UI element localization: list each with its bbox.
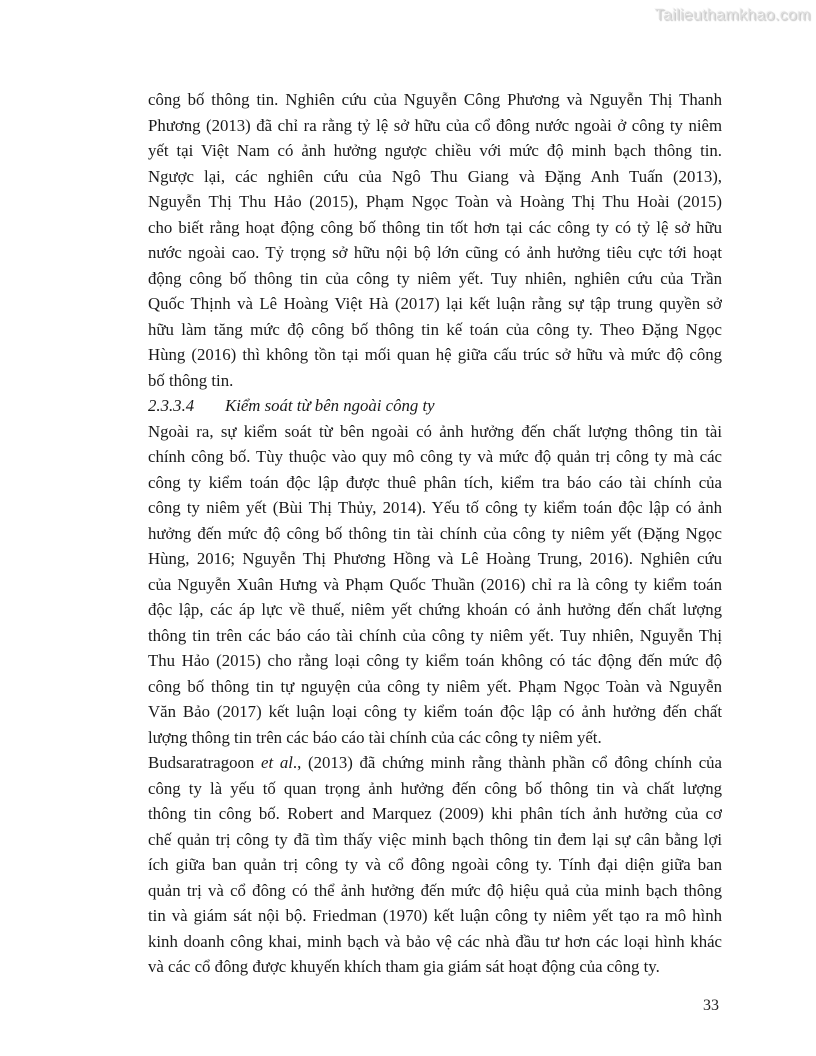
text-line: Nguyễn Thị Thu Hảo (2015), Phạm Ngọc Toàn và Hoàng Thị Thu Hoài (2015) (148, 192, 722, 211)
text-line: bố thông tin. (148, 370, 234, 390)
paragraph (148, 750, 722, 980)
text-line: công bố thông tin. Nghiên cứu của Nguyễn Công Phương và Nguyễn Thị Thanh (148, 90, 722, 109)
text-line: Thu Hảo (2015) cho rằng loại công ty kiểm toán không có tác động đến mức độ (148, 651, 722, 670)
text-line: quản trị và cổ đông có thể ảnh hưởng đến mức độ hiệu quả của minh bạch thông (148, 880, 722, 900)
text-line: công ty kiểm toán độc lập được thuê phân tích, kiểm tra báo cáo tài chính của (148, 472, 722, 492)
body-text (148, 87, 722, 980)
text-line: ích giữa ban quản trị công ty và cổ đông ngoài công ty. Tính đại diện giữa ban (148, 855, 722, 874)
text-line: và các cổ đông được khuyến khích tham gia giám sát hoạt động của công ty. (148, 957, 660, 976)
section-heading (148, 393, 722, 419)
text-line: chính công bố. Tùy thuộc vào quy mô công ty và mức độ quản trị công ty mà các (148, 447, 722, 466)
paragraph (148, 87, 722, 393)
text-run: ., (2013) đã chứng minh rằng thành phần cổ đông chính của (292, 753, 722, 772)
text-line: Phương (2013) đã chỉ ra rằng tỷ lệ sở hữu của cổ đông nước ngoài ở công ty niêm (148, 115, 722, 135)
text-run: Budsaratragoon (148, 753, 261, 772)
section-number: 2.3.3.4 (148, 396, 195, 415)
text-line: Ngược lại, các nghiên cứu của Ngô Thu Giang và Đặng Anh Tuấn (2013), (148, 166, 722, 186)
paragraph (148, 419, 722, 751)
text-line: hữu làm tăng mức độ công bố thông tin kế toán của công ty. Theo Đặng Ngọc (148, 319, 722, 339)
text-line: nước ngoài cao. Tỷ trọng sở hữu nội bộ lớn cũng có ảnh hưởng tiêu cực tới hoạt (148, 243, 722, 262)
text-line: hưởng đến mức độ công bố thông tin tài chính của công ty niêm yết (Đặng Ngọc (148, 523, 722, 543)
text-line: công ty là yếu tố quan trọng ảnh hưởng đến công bố thông tin và chất lượng (148, 778, 722, 798)
italic-text: et al (261, 753, 293, 772)
page-number: 33 (703, 997, 719, 1014)
text-line: yết tại Việt Nam có ảnh hưởng ngược chiều với mức độ minh bạch thông tin. (148, 141, 722, 160)
text-line: Văn Bảo (2017) kết luận loại công ty kiểm toán độc lập có ảnh hưởng đến chất (148, 702, 722, 721)
text-line: thông tin công bố. Robert and Marquez (2009) khi phân tích ảnh hưởng của cơ (148, 804, 722, 823)
text-line: Ngoài ra, sự kiểm soát từ bên ngoài có ảnh hưởng đến chất lượng thông tin tài (148, 421, 722, 441)
watermark: Tailieuthamkhao.com (655, 7, 811, 24)
text-line: động công bố thông tin của công ty niêm yết. Tuy nhiên, nghiên cứu của Trần (148, 268, 722, 288)
text-line: công ty niêm yết (Bùi Thị Thủy, 2014). Yếu tố công ty kiểm toán độc lập có ảnh (148, 498, 722, 517)
text-line: cho biết rằng hoạt động công bố thông tin tốt hơn tại các công ty có tỷ lệ sở hữu (148, 217, 722, 237)
text-line: của Nguyễn Xuân Hưng và Phạm Quốc Thuần (2016) chỉ ra là công ty kiểm toán (148, 574, 722, 594)
text-line: tin và giám sát nội bộ. Friedman (1970) kết luận công ty niêm yết tạo ra mô hình (148, 906, 722, 925)
text-line: công bố thông tin tự nguyện của công ty niêm yết. Phạm Ngọc Toàn và Nguyễn (148, 676, 722, 696)
text-line (148, 750, 722, 776)
text-line: độc lập, các áp lực về thuế, niêm yết chứng khoán có ảnh hưởng đến chất lượng (148, 600, 722, 619)
text-line: Hùng, 2016; Nguyễn Thị Phương Hồng và Lê Hoàng Trung, 2016). Nghiên cứu (148, 549, 722, 568)
section-title: Kiểm soát từ bên ngoài công ty (225, 396, 435, 415)
text-line: chế quản trị công ty đã tìm thấy việc minh bạch thông tin đem lại sự cân bằng lợi (148, 829, 722, 849)
text-line: Hùng (2016) thì không tồn tại mối quan hệ giữa cấu trúc sở hữu và mức độ công (148, 345, 722, 364)
text-line: Quốc Thịnh và Lê Hoàng Việt Hà (2017) lại kết luận rằng sự tập trung quyền sở (148, 294, 722, 313)
text-line: kinh doanh công khai, minh bạch và bảo vệ các nhà đầu tư hơn các loại hình khác (148, 931, 722, 951)
text-line: lượng thông tin trên các báo cáo tài chính của các công ty niêm yết. (148, 727, 602, 747)
text-line: thông tin trên các báo cáo tài chính của công ty niêm yết. Tuy nhiên, Nguyễn Thị (148, 625, 722, 645)
